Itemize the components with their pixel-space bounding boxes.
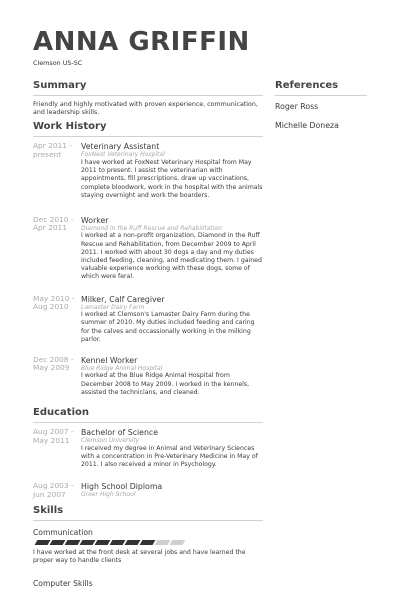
entry-title: Milker, Calf Caregiver [81,294,165,304]
references-column [275,80,367,130]
entry-dates: May 2010 - Aug 2010 [33,293,75,312]
skill-segment-filled [125,540,141,545]
skill-name: Computer Skills [33,578,93,588]
entry-org: Diamond in the Ruff Rescue and Rehabilitation [81,224,222,232]
work-entry [33,216,263,282]
references-heading: References [275,80,339,91]
entry-title: Worker [81,215,109,225]
skill-description: I have worked at the front desk at several jobs and have learned the proper way to handle clients [33,549,246,565]
reference-name: Roger Ross [275,102,319,111]
section-divider [33,520,263,521]
reference-name: Michelle Doneza [275,121,339,130]
skills-section [33,505,263,587]
entry-description: I worked at the Blue Ridge Animal Hospital from December 2008 to May 2009. I worked in the kennels, assisted the technicians, and cleaned. [81,372,250,396]
skill-segment-filled [110,540,126,545]
skill-segment-filled [140,540,156,545]
skill-segment-filled [80,540,96,545]
entry-org: Greer High School [81,491,136,499]
summary-section [33,80,263,117]
section-divider [275,95,367,96]
skill-name: Communication [33,528,93,538]
section-divider [33,95,263,96]
summary-text: Friendly and highly motivated with proven experience, communication, and leadership skills. [33,101,258,117]
entry-dates: Dec 2010 - Apr 2011 [33,214,74,233]
candidate-name: ANNA GRIFFIN [33,27,250,57]
skill-segment-filled [95,540,111,545]
skill-item [33,528,263,565]
candidate-location: Clemson US-SC [33,59,83,67]
entry-title: Kennel Worker [81,355,138,365]
skill-segment-empty [170,540,186,545]
entry-dates: Aug 2003 - Jun 2007 [33,481,74,499]
entry-title: High School Diploma [81,482,163,492]
entry-dates: Dec 2008 - May 2009 [33,354,74,373]
work-history-heading: Work History [33,121,107,133]
summary-heading: Summary [33,80,87,91]
education-section [33,407,263,499]
skill-item [33,579,263,588]
education-heading: Education [33,407,89,419]
entry-org: FoxNest Veterinary Hospital [81,151,165,159]
entry-dates: Aug 2007 - May 2011 [33,427,74,445]
section-divider [33,136,263,137]
entry-description: I worked at a non-profit organization, Diamond in the Ruff Rescue and Rehabilitation, from December 2009 to April 2011. I worked with about 30 dogs a day and my duties included feeding, cleaning, and medicating them. I gained valuable experience working with these dogs, some of which were feral. [81,232,262,281]
work-history-section [33,121,263,397]
entry-title: Bachelor of Science [81,428,158,438]
skill-level-bar [36,540,263,545]
main-column [33,80,263,588]
work-entry [33,142,263,200]
entry-title: Veterinary Assistant [81,142,160,152]
section-divider [33,422,263,423]
entry-description: I have worked at FoxNest Veterinary Hospital from May 2011 to present. I assist the veterinarian with appointments, fill prescriptions, draw up vaccinations, complete bloodwork, work in the hospital with the animals staying overnight and work the boarders. [81,158,263,199]
skill-segment-filled [35,540,51,545]
work-entry [33,295,263,344]
education-entry [33,428,263,469]
entry-org: Clemson University [81,437,140,445]
skill-segment-filled [50,540,66,545]
entry-description: I received my degree in Animal and Veterinary Sciences with a concentration in Pre-Veterinary Medicine in May of 2011. I also received a minor in Psychology. [81,444,258,468]
skills-heading: Skills [33,505,64,517]
education-entry [33,482,263,499]
entry-org: Blue Ridge Animal Hospital [81,364,163,372]
work-entry [33,356,263,397]
skill-segment-empty [155,540,171,545]
skill-segment-filled [65,540,81,545]
entry-org: Lamaster Dairy Farm [81,303,145,311]
entry-dates: Apr 2011 - present [33,141,72,159]
entry-description: I worked at Clemson's Lamaster Dairy Farm during the summer of 2010. My duties included feeding and caring for the calves and occassionally working in the milking parlor. [81,311,255,343]
